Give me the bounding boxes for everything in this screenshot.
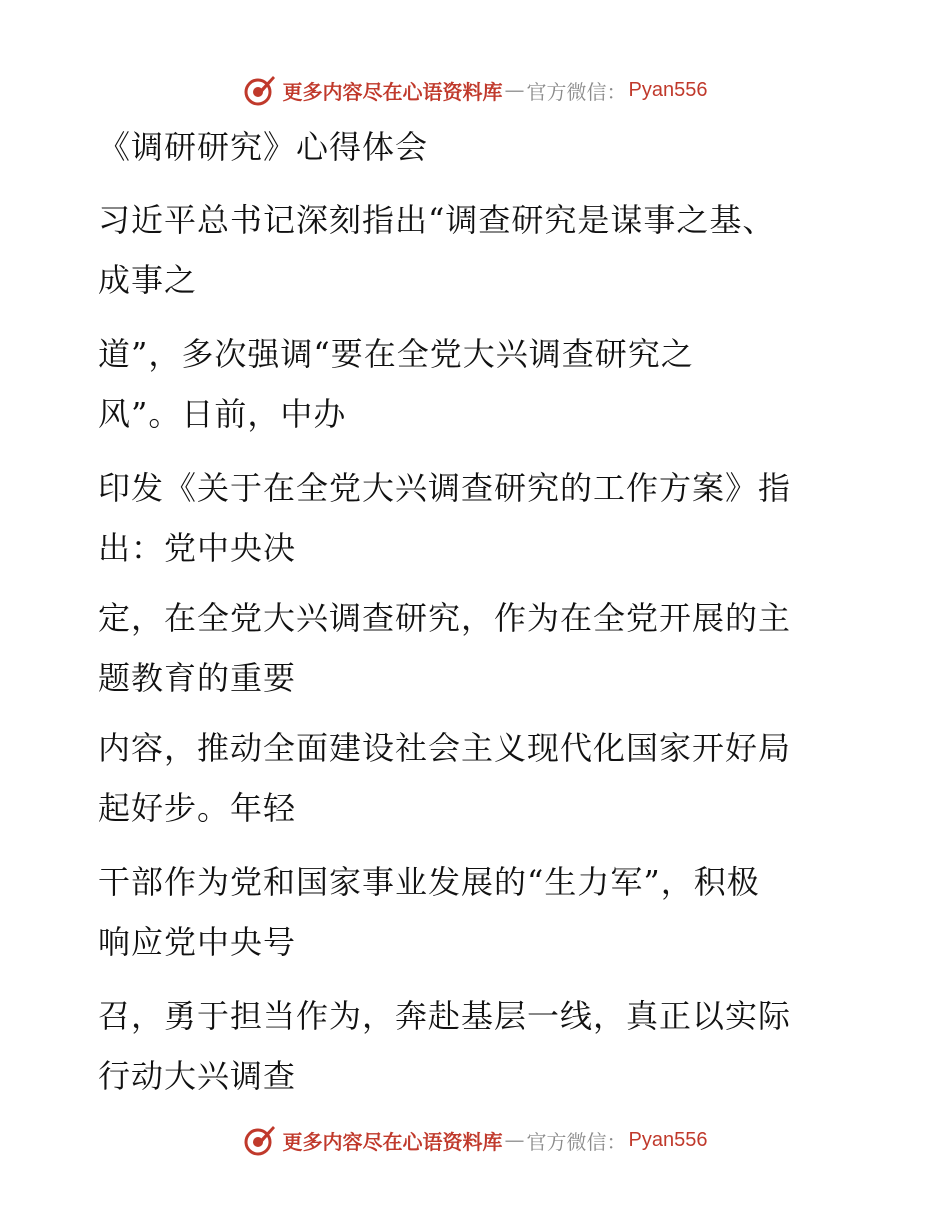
watermark-main-text: 更多内容尽在心语资料库 — [282, 1129, 503, 1154]
body-line: 起好步。年轻 — [98, 789, 297, 827]
watermark-dash: — — [504, 1128, 525, 1152]
body-line: 响应党中央号 — [98, 923, 297, 961]
watermark-dash: — — [504, 78, 525, 102]
watermark-sub-text: 官方微信： — [526, 79, 627, 104]
watermark-main-text: 更多内容尽在心语资料库 — [282, 79, 503, 104]
quill-seal-icon — [243, 73, 277, 107]
quill-seal-icon — [243, 1123, 277, 1157]
body-line: 题教育的重要 — [98, 659, 297, 697]
watermark-sub-text: 官方微信： — [526, 1129, 627, 1154]
watermark-wechat-id: Pyan556 — [628, 1128, 708, 1151]
body-line: 习近平总书记深刻指出“调查研究是谋事之基、 — [98, 201, 776, 239]
body-line: 行动大兴调查 — [98, 1057, 297, 1095]
body-line: 召，勇于担当作为，奔赴基层一线，真正以实际 — [98, 997, 792, 1035]
watermark-wechat-id: Pyan556 — [628, 78, 708, 101]
body-line: 干部作为党和国家事业发展的“生力军”，积极 — [98, 863, 760, 901]
body-line: 印发《关于在全党大兴调查研究的工作方案》指 — [98, 469, 792, 507]
body-line: 成事之 — [98, 261, 198, 299]
body-line: 道”，多次强调“要在全党大兴调查研究之 — [98, 335, 694, 373]
body-line: 风”。日前，中办 — [98, 395, 347, 433]
body-line: 定，在全党大兴调查研究，作为在全党开展的主 — [98, 599, 792, 637]
header-watermark — [0, 70, 950, 110]
document-title: 《调研研究》心得体会 — [98, 128, 429, 166]
body-line: 内容，推动全面建设社会主义现代化国家开好局 — [98, 729, 792, 767]
footer-watermark — [0, 1120, 950, 1160]
body-line: 出：党中央决 — [98, 529, 297, 567]
